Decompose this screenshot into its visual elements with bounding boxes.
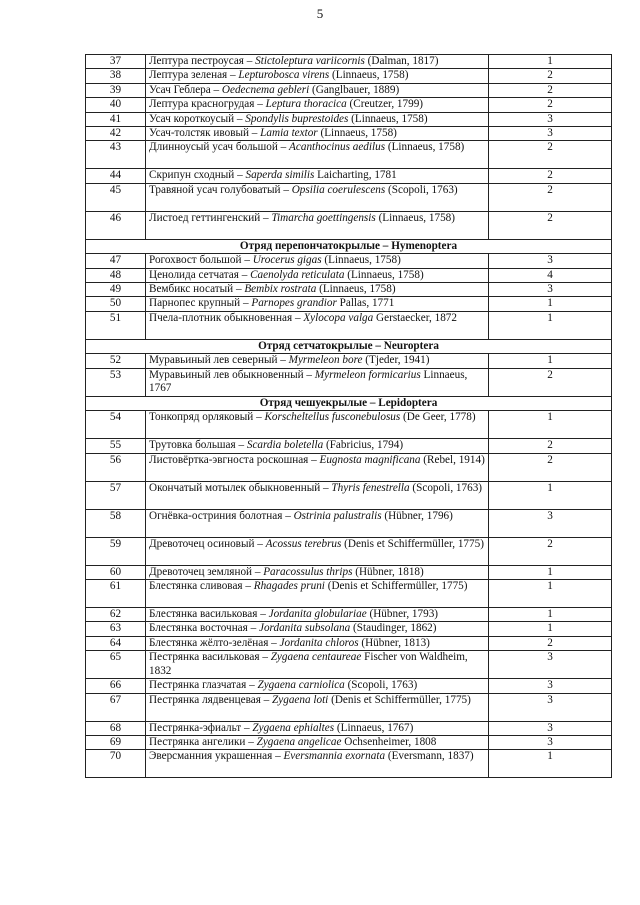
section-header-row bbox=[86, 396, 612, 410]
table-row bbox=[86, 735, 612, 749]
species-russian-name: Эверсманния украшенная bbox=[149, 750, 273, 763]
species-russian-name: Блестянка васильковая bbox=[149, 607, 258, 620]
species-russian-name: Лептура красногрудая bbox=[149, 98, 255, 111]
species-name-cell: Длинноусый усач большой – Acanthocinus aedilus (Linnaeus, 1758) bbox=[146, 141, 489, 169]
species-author: (De Geer, 1778) bbox=[403, 411, 476, 424]
row-number: 66 bbox=[86, 679, 146, 693]
table-row bbox=[86, 651, 612, 679]
species-author: (Linnaeus, 1758) bbox=[324, 254, 401, 267]
row-number: 41 bbox=[86, 112, 146, 126]
species-name-cell: Муравьиный лев обыкновенный – Myrmeleon formicarius Linnaeus, 1767 bbox=[146, 368, 489, 396]
species-author: (Staudinger, 1862) bbox=[353, 622, 437, 635]
row-number: 55 bbox=[86, 439, 146, 453]
species-name-cell: Лептура зеленая – Lepturobosca virens (Linnaeus, 1758) bbox=[146, 69, 489, 83]
rarity-category: 3 bbox=[489, 509, 612, 537]
page-number: 5 bbox=[316, 6, 324, 21]
species-author: Pallas, 1771 bbox=[339, 297, 395, 310]
species-name-cell: Муравьиный лев северный – Myrmeleon bore (Tjeder, 1941) bbox=[146, 354, 489, 368]
section-title: Отряд сетчатокрылые – Neuroptera bbox=[86, 339, 612, 353]
species-author: (Linnaeus, 1758) bbox=[351, 112, 428, 125]
table-row bbox=[86, 679, 612, 693]
species-name-cell: Блестянка жёлто-зелёная – Jordanita chloros (Hübner, 1813) bbox=[146, 636, 489, 650]
species-latin-name: Zygaena loti bbox=[272, 693, 329, 706]
rarity-category: 2 bbox=[489, 636, 612, 650]
species-russian-name: Окончатый мотылек обыкновенный bbox=[149, 481, 321, 494]
species-name-cell: Пчела-плотник обыкновенная – Xylocopa valga Gerstaecker, 1872 bbox=[146, 311, 489, 339]
species-name-cell: Тонкопряд орляковый – Korscheltellus fusconebulosus (De Geer, 1778) bbox=[146, 411, 489, 439]
table-row bbox=[86, 636, 612, 650]
species-russian-name: Усач короткоусый bbox=[149, 112, 235, 125]
species-latin-name: Lepturobosca virens bbox=[238, 69, 330, 82]
species-russian-name: Усач Геблера bbox=[149, 83, 211, 96]
rarity-category: 2 bbox=[489, 537, 612, 565]
table-row bbox=[86, 283, 612, 297]
species-latin-name: Jordanita globulariae bbox=[268, 607, 367, 620]
table-row bbox=[86, 354, 612, 368]
table-row bbox=[86, 169, 612, 183]
species-latin-name: Lamia textor bbox=[260, 127, 318, 140]
species-name-cell: Вембикс носатый – Bembix rostrata (Linnaeus, 1758) bbox=[146, 283, 489, 297]
species-author: Laicharting, 1781 bbox=[317, 169, 397, 182]
species-author: (Linnaeus, 1758) bbox=[387, 141, 465, 154]
rarity-category: 1 bbox=[489, 607, 612, 621]
species-latin-name: Acossus terebrus bbox=[265, 537, 342, 550]
species-russian-name: Длинноусый усач большой bbox=[149, 141, 278, 154]
species-russian-name: Пестрянка лядвенцевая bbox=[149, 693, 261, 706]
species-russian-name: Рогохвост большой bbox=[149, 254, 242, 267]
table-row bbox=[86, 721, 612, 735]
table-row bbox=[86, 311, 612, 339]
species-latin-name: Stictoleptura variicornis bbox=[255, 55, 365, 67]
row-number: 57 bbox=[86, 481, 146, 509]
species-russian-name: Блестянка сливовая bbox=[149, 579, 243, 592]
table-row bbox=[86, 537, 612, 565]
rarity-category: 3 bbox=[489, 693, 612, 721]
species-latin-name: Parnopes grandior bbox=[251, 297, 337, 310]
species-russian-name: Парнопес крупный bbox=[149, 297, 241, 310]
species-russian-name: Древоточец осиновый bbox=[149, 537, 255, 550]
species-name-cell: Пестрянка лядвенцевая – Zygaena loti (Denis et Schiffermüller, 1775) bbox=[146, 693, 489, 721]
species-author: (Scopoli, 1763) bbox=[388, 183, 458, 196]
row-number: 44 bbox=[86, 169, 146, 183]
species-name-cell: Листовёртка-эвгноста роскошная – Eugnosta magnificana (Rebel, 1914) bbox=[146, 453, 489, 481]
rarity-category: 1 bbox=[489, 622, 612, 636]
rarity-category: 3 bbox=[489, 679, 612, 693]
species-russian-name: Листовёртка-эвгноста роскошная bbox=[149, 453, 309, 466]
species-russian-name: Муравьиный лев обыкновенный bbox=[149, 368, 304, 381]
species-russian-name: Вембикс носатый bbox=[149, 283, 234, 296]
species-latin-name: Korscheltellus fusconebulosus bbox=[264, 411, 401, 424]
row-number: 70 bbox=[86, 750, 146, 778]
species-latin-name: Eugnosta magnificana bbox=[319, 453, 421, 466]
species-name-cell: Пестрянка васильковая – Zygaena centaureae Fischer von Waldheim, 1832 bbox=[146, 651, 489, 679]
species-russian-name: Пестрянка-эфиальт bbox=[149, 721, 242, 734]
species-name-cell: Скрипун сходный – Saperda similis Laicharting, 1781 bbox=[146, 169, 489, 183]
species-latin-name: Jordanita chloros bbox=[279, 636, 359, 649]
table-row bbox=[86, 254, 612, 268]
species-author: (Hübner, 1793) bbox=[369, 607, 439, 620]
rarity-category: 1 bbox=[489, 311, 612, 339]
rarity-category: 1 bbox=[489, 565, 612, 579]
species-name-cell: Блестянка васильковая – Jordanita globulariae (Hübner, 1793) bbox=[146, 607, 489, 621]
species-latin-name: Thyris fenestrella bbox=[331, 481, 410, 494]
row-number: 50 bbox=[86, 297, 146, 311]
species-russian-name: Блестянка жёлто-зелёная bbox=[149, 636, 269, 649]
species-russian-name: Скрипун сходный bbox=[149, 169, 235, 182]
table-row bbox=[86, 141, 612, 169]
rarity-category: 1 bbox=[489, 354, 612, 368]
species-name-cell: Трутовка большая – Scardia boletella (Fabricius, 1794) bbox=[146, 439, 489, 453]
species-name-cell: Лептура пестроусая – Stictoleptura variicornis (Dalman, 1817) bbox=[146, 55, 489, 69]
species-name-cell: Огнёвка-остриния болотная – Ostrinia palustralis (Hübner, 1796) bbox=[146, 509, 489, 537]
species-latin-name: Timarcha goettingensis bbox=[271, 211, 376, 224]
species-author: Gerstaecker, 1872 bbox=[376, 311, 457, 324]
rarity-category: 3 bbox=[489, 127, 612, 141]
species-latin-name: Zygaena ephialtes bbox=[252, 721, 335, 734]
section-header-row bbox=[86, 239, 612, 253]
species-author: (Hübner, 1796) bbox=[384, 509, 453, 522]
species-latin-name: Myrmeleon formicarius bbox=[314, 368, 421, 381]
rarity-category: 1 bbox=[489, 55, 612, 69]
rarity-category: 3 bbox=[489, 112, 612, 126]
species-russian-name: Пестрянка глазчатая bbox=[149, 679, 247, 692]
row-number: 65 bbox=[86, 651, 146, 679]
species-name-cell: Древоточец земляной – Paracossulus thrips (Hübner, 1818) bbox=[146, 565, 489, 579]
table-row bbox=[86, 83, 612, 97]
rarity-category: 3 bbox=[489, 651, 612, 679]
table-row bbox=[86, 211, 612, 239]
row-number: 67 bbox=[86, 693, 146, 721]
species-russian-name: Блестянка восточная bbox=[149, 622, 248, 635]
species-latin-name: Zygaena carniolica bbox=[257, 679, 345, 692]
species-russian-name: Лептура зеленая bbox=[149, 69, 228, 82]
rarity-category: 2 bbox=[489, 453, 612, 481]
species-author: (Tjeder, 1941) bbox=[365, 354, 430, 367]
species-author: (Linnaeus, 1758) bbox=[332, 69, 409, 82]
table-row bbox=[86, 607, 612, 621]
row-number: 53 bbox=[86, 368, 146, 396]
rarity-category: 3 bbox=[489, 254, 612, 268]
species-latin-name: Eversmannia exornata bbox=[283, 750, 386, 763]
table-row bbox=[86, 112, 612, 126]
species-latin-name: Leptura thoracica bbox=[265, 98, 347, 111]
row-number: 69 bbox=[86, 735, 146, 749]
species-latin-name: Paracossulus thrips bbox=[263, 565, 353, 578]
species-russian-name: Пестрянка васильковая bbox=[149, 651, 260, 664]
row-number: 45 bbox=[86, 183, 146, 211]
species-name-cell: Усач короткоусый – Spondylis buprestoides (Linnaeus, 1758) bbox=[146, 112, 489, 126]
species-russian-name: Огнёвка-остриния болотная bbox=[149, 509, 283, 522]
rarity-category: 2 bbox=[489, 183, 612, 211]
species-name-cell: Блестянка сливовая – Rhagades pruni (Denis et Schiffermüller, 1775) bbox=[146, 579, 489, 607]
section-title: Отряд перепончатокрылые – Hymenoptera bbox=[86, 239, 612, 253]
table-row bbox=[86, 509, 612, 537]
table-row bbox=[86, 55, 612, 69]
species-author: (Scopoli, 1763) bbox=[412, 481, 483, 494]
species-latin-name: Saperda similis bbox=[245, 169, 315, 182]
species-name-cell: Пестрянка-эфиальт – Zygaena ephialtes (Linnaeus, 1767) bbox=[146, 721, 489, 735]
rarity-category: 2 bbox=[489, 98, 612, 112]
table-row bbox=[86, 750, 612, 778]
species-name-cell: Рогохвост большой – Urocerus gigas (Linnaeus, 1758) bbox=[146, 254, 489, 268]
species-russian-name: Усач-толстяк ивовый bbox=[149, 127, 249, 140]
species-table-body bbox=[86, 55, 612, 778]
species-author: Ochsenheimer, 1808 bbox=[344, 735, 437, 748]
species-author: (Linnaeus, 1758) bbox=[320, 127, 397, 140]
species-latin-name: Scardia boletella bbox=[246, 439, 324, 452]
species-author: (Linnaeus, 1767) bbox=[336, 721, 414, 734]
species-latin-name: Ostrinia palustralis bbox=[293, 509, 382, 522]
species-author: (Linnaeus, 1758) bbox=[347, 268, 424, 281]
species-russian-name: Тонкопряд орляковый bbox=[149, 411, 254, 424]
row-number: 58 bbox=[86, 509, 146, 537]
rarity-category: 2 bbox=[489, 141, 612, 169]
table-row bbox=[86, 481, 612, 509]
species-author: (Hübner, 1813) bbox=[361, 636, 430, 649]
row-number: 40 bbox=[86, 98, 146, 112]
species-name-cell: Усач Геблера – Oedecnema gebleri (Ganglbauer, 1889) bbox=[146, 83, 489, 97]
row-number: 52 bbox=[86, 354, 146, 368]
rarity-category: 2 bbox=[489, 368, 612, 396]
row-number: 59 bbox=[86, 537, 146, 565]
rarity-category: 3 bbox=[489, 721, 612, 735]
species-name-cell: Пестрянка глазчатая – Zygaena carniolica (Scopoli, 1763) bbox=[146, 679, 489, 693]
species-russian-name: Ценолида сетчатая bbox=[149, 268, 239, 281]
species-name-cell: Блестянка восточная – Jordanita subsolana (Staudinger, 1862) bbox=[146, 622, 489, 636]
row-number: 49 bbox=[86, 283, 146, 297]
species-latin-name: Zygaena centaureae bbox=[270, 651, 362, 664]
species-name-cell: Окончатый мотылек обыкновенный – Thyris fenestrella (Scopoli, 1763) bbox=[146, 481, 489, 509]
table-row bbox=[86, 368, 612, 396]
species-author: (Scopoli, 1763) bbox=[347, 679, 418, 692]
species-latin-name: Urocerus gigas bbox=[252, 254, 322, 267]
rarity-category: 2 bbox=[489, 439, 612, 453]
table-row bbox=[86, 69, 612, 83]
species-author: (Creutzer, 1799) bbox=[349, 98, 424, 111]
table-row bbox=[86, 453, 612, 481]
row-number: 42 bbox=[86, 127, 146, 141]
species-russian-name: Трутовка большая bbox=[149, 439, 236, 452]
species-author: (Ganglbauer, 1889) bbox=[312, 83, 400, 96]
species-author: (Denis et Schiffermüller, 1775) bbox=[327, 579, 468, 592]
species-latin-name: Oedecnema gebleri bbox=[221, 83, 310, 96]
rarity-category: 1 bbox=[489, 411, 612, 439]
row-number: 62 bbox=[86, 607, 146, 621]
species-latin-name: Acanthocinus aedilus bbox=[289, 141, 386, 154]
rarity-category: 2 bbox=[489, 83, 612, 97]
table-row bbox=[86, 579, 612, 607]
species-name-cell: Усач-толстяк ивовый – Lamia textor (Linnaeus, 1758) bbox=[146, 127, 489, 141]
species-latin-name: Myrmeleon bore bbox=[288, 354, 363, 367]
species-latin-name: Caenolyda reticulata bbox=[250, 268, 345, 281]
species-name-cell: Лептура красногрудая – Leptura thoracica (Creutzer, 1799) bbox=[146, 98, 489, 112]
row-number: 60 bbox=[86, 565, 146, 579]
species-name-cell: Травяной усач голубоватый – Opsilia coerulescens (Scopoli, 1763) bbox=[146, 183, 489, 211]
rarity-category: 2 bbox=[489, 211, 612, 239]
species-latin-name: Opsilia coerulescens bbox=[291, 183, 386, 196]
section-header-row bbox=[86, 339, 612, 353]
rarity-category: 2 bbox=[489, 69, 612, 83]
table-row bbox=[86, 98, 612, 112]
table-row bbox=[86, 693, 612, 721]
row-number: 63 bbox=[86, 622, 146, 636]
row-number: 64 bbox=[86, 636, 146, 650]
row-number: 51 bbox=[86, 311, 146, 339]
species-author: (Fabricius, 1794) bbox=[325, 439, 404, 452]
rarity-category: 1 bbox=[489, 297, 612, 311]
species-name-cell: Парнопес крупный – Parnopes grandior Pallas, 1771 bbox=[146, 297, 489, 311]
row-number: 61 bbox=[86, 579, 146, 607]
species-russian-name: Пестрянка ангелики bbox=[149, 735, 246, 748]
species-russian-name: Древоточец земляной bbox=[149, 565, 253, 578]
row-number: 38 bbox=[86, 69, 146, 83]
species-latin-name: Jordanita subsolana bbox=[258, 622, 351, 635]
species-latin-name: Zygaena angelicae bbox=[256, 735, 342, 748]
rarity-category: 3 bbox=[489, 735, 612, 749]
species-author: (Denis et Schiffermüller, 1775) bbox=[344, 537, 484, 550]
table-row bbox=[86, 411, 612, 439]
row-number: 47 bbox=[86, 254, 146, 268]
species-author: (Linnaeus, 1758) bbox=[378, 211, 455, 224]
species-author: (Denis et Schiffermüller, 1775) bbox=[331, 693, 471, 706]
species-russian-name: Лептура пестроусая bbox=[149, 55, 244, 67]
table-row bbox=[86, 268, 612, 282]
species-author: (Rebel, 1914) bbox=[423, 453, 485, 466]
row-number: 54 bbox=[86, 411, 146, 439]
species-author: Fischer von Waldheim, 1832 bbox=[149, 651, 468, 677]
rarity-category: 1 bbox=[489, 481, 612, 509]
rarity-category: 4 bbox=[489, 268, 612, 282]
rarity-category: 1 bbox=[489, 579, 612, 607]
row-number: 39 bbox=[86, 83, 146, 97]
row-number: 48 bbox=[86, 268, 146, 282]
species-russian-name: Муравьиный лев северный bbox=[149, 354, 278, 367]
species-latin-name: Xylocopa valga bbox=[303, 311, 374, 324]
species-name-cell: Листоед геттингенский – Timarcha goettingensis (Linnaeus, 1758) bbox=[146, 211, 489, 239]
species-latin-name: Spondylis buprestoides bbox=[245, 112, 349, 125]
species-name-cell: Древоточец осиновый – Acossus terebrus (Denis et Schiffermüller, 1775) bbox=[146, 537, 489, 565]
species-table bbox=[85, 54, 612, 778]
row-number: 37 bbox=[86, 55, 146, 69]
species-author: (Hübner, 1818) bbox=[355, 565, 424, 578]
table-row bbox=[86, 183, 612, 211]
rarity-category: 1 bbox=[489, 750, 612, 778]
species-russian-name: Травяной усач голубоватый bbox=[149, 183, 281, 196]
table-row bbox=[86, 297, 612, 311]
table-row bbox=[86, 439, 612, 453]
table-row bbox=[86, 565, 612, 579]
species-author: Linnaeus, 1767 bbox=[149, 368, 468, 395]
species-author: (Eversmann, 1837) bbox=[387, 750, 474, 763]
species-author: (Dalman, 1817) bbox=[367, 55, 439, 67]
row-number: 68 bbox=[86, 721, 146, 735]
species-name-cell: Ценолида сетчатая – Caenolyda reticulata (Linnaeus, 1758) bbox=[146, 268, 489, 282]
species-russian-name: Пчела-плотник обыкновенная bbox=[149, 311, 293, 324]
table-row bbox=[86, 622, 612, 636]
species-name-cell: Пестрянка ангелики – Zygaena angelicae Ochsenheimer, 1808 bbox=[146, 735, 489, 749]
rarity-category: 3 bbox=[489, 283, 612, 297]
row-number: 46 bbox=[86, 211, 146, 239]
table-row bbox=[86, 127, 612, 141]
row-number: 56 bbox=[86, 453, 146, 481]
rarity-category: 2 bbox=[489, 169, 612, 183]
species-author: (Linnaeus, 1758) bbox=[319, 283, 396, 296]
species-latin-name: Bembix rostrata bbox=[244, 283, 317, 296]
row-number: 43 bbox=[86, 141, 146, 169]
species-latin-name: Rhagades pruni bbox=[253, 579, 325, 592]
species-russian-name: Листоед геттингенский bbox=[149, 211, 261, 224]
species-name-cell: Эверсманния украшенная – Eversmannia exornata (Eversmann, 1837) bbox=[146, 750, 489, 778]
section-title: Отряд чешуекрылые – Lepidoptera bbox=[86, 396, 612, 410]
